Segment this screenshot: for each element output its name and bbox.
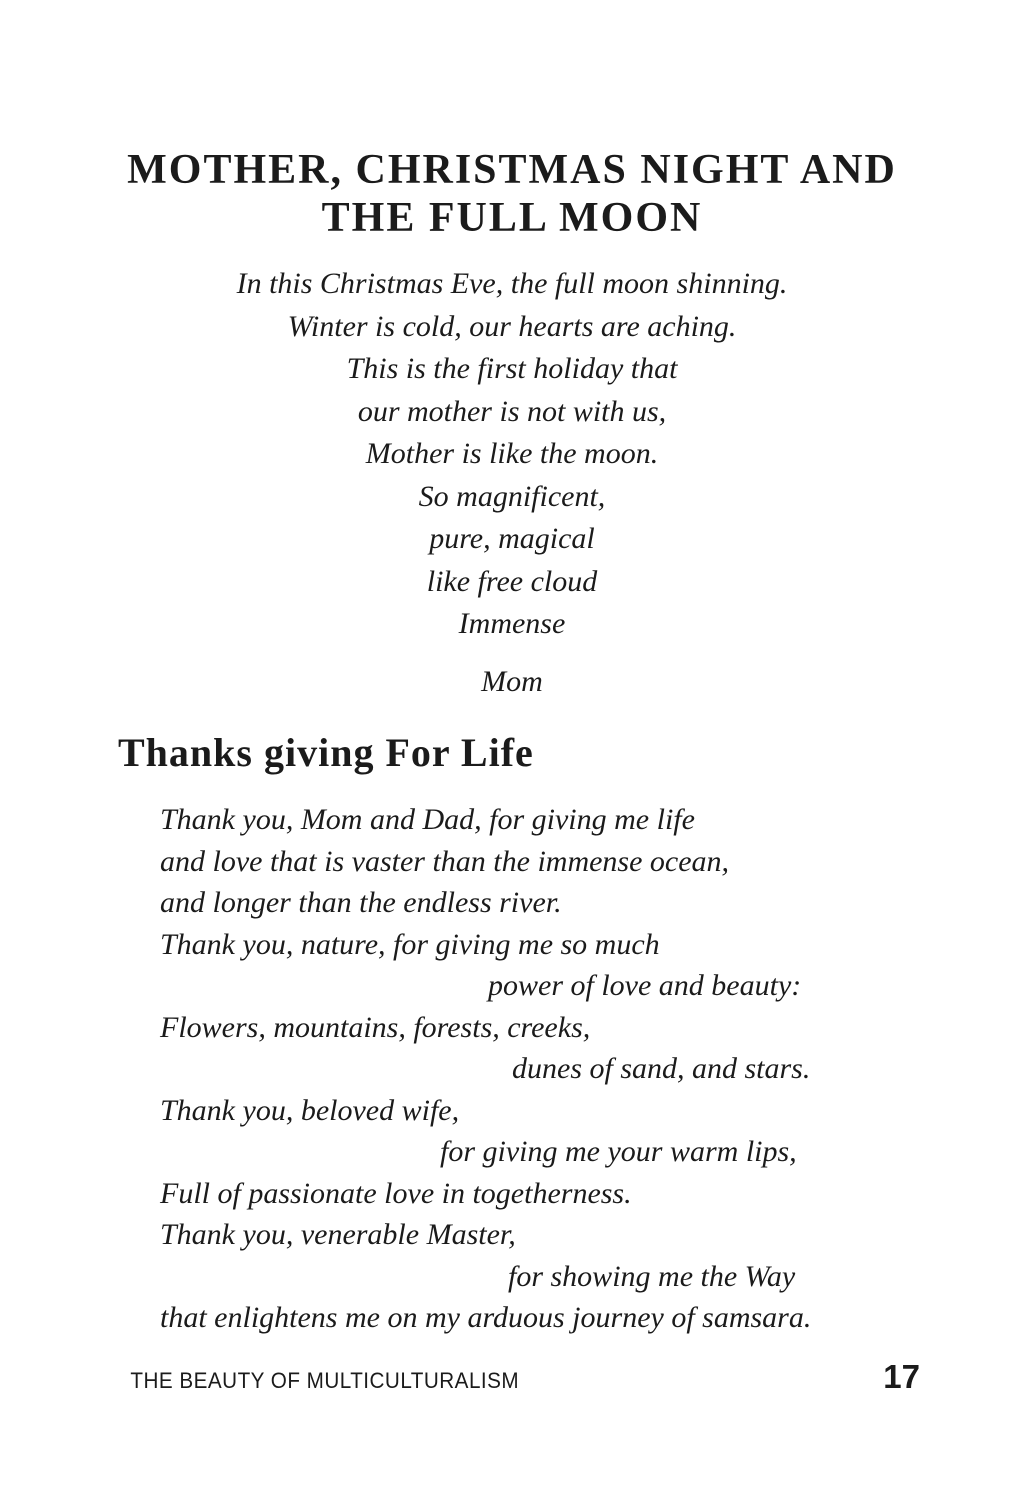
poem-line: Thank you, nature, for giving me so much (160, 927, 660, 961)
poem-line: Immense (458, 607, 566, 640)
poem-lines-container (0, 263, 1024, 646)
poem-line: Thank you, Mom and Dad, for giving me life (160, 803, 695, 836)
poem-line: our mother is not with us, (357, 394, 667, 428)
poem-line: pure, magical (429, 522, 595, 555)
poem-title-line-2: THE FULL MOON (321, 195, 703, 241)
page-footer (118, 1358, 920, 1396)
page-number: 17 (883, 1358, 920, 1395)
poem-line: like free cloud (426, 564, 598, 598)
poem-line: In this Christmas Eve, the full moon shinning. (236, 267, 788, 300)
poem-title (0, 146, 1024, 242)
poem-line: dunes of sand, and stars. (512, 1052, 811, 1085)
poem-line: for giving me your warm lips, (440, 1135, 797, 1168)
poem-line: Mother is like the moon. (365, 437, 659, 470)
poem-thanksgiving-for-life (160, 799, 964, 1339)
poem-line: Thank you, beloved wife, (160, 1093, 460, 1127)
poem-line: for showing me the Way (508, 1259, 796, 1293)
poem-title-line-1: MOTHER, CHRISTMAS NIGHT AND (127, 147, 897, 193)
poem-line: So magnificent, (418, 479, 606, 513)
poem-line: Flowers, mountains, forests, creeks, (160, 1010, 591, 1044)
section-heading-thanksgiving: Thanks giving For Life (118, 730, 534, 775)
poem-line: Thank you, venerable Master, (160, 1218, 516, 1251)
poem-mother-christmas (0, 263, 1024, 703)
poem-line: This is the first holiday that (346, 352, 678, 385)
poem-line: and longer than the endless river. (160, 886, 562, 919)
poem-line: Winter is cold, our hearts are aching. (287, 309, 737, 343)
poem-line: Full of passionate love in togetherness. (160, 1176, 632, 1210)
poem-line: that enlightens me on my arduous journey of samsara. (160, 1301, 812, 1334)
poem-line: power of love and beauty: (488, 969, 802, 1002)
poem-line: and love that is vaster than the immense ocean, (160, 844, 730, 878)
poem-signature: Mom (481, 664, 543, 698)
book-title: THE BEAUTY OF MULTICULTURALISM (130, 1368, 520, 1393)
